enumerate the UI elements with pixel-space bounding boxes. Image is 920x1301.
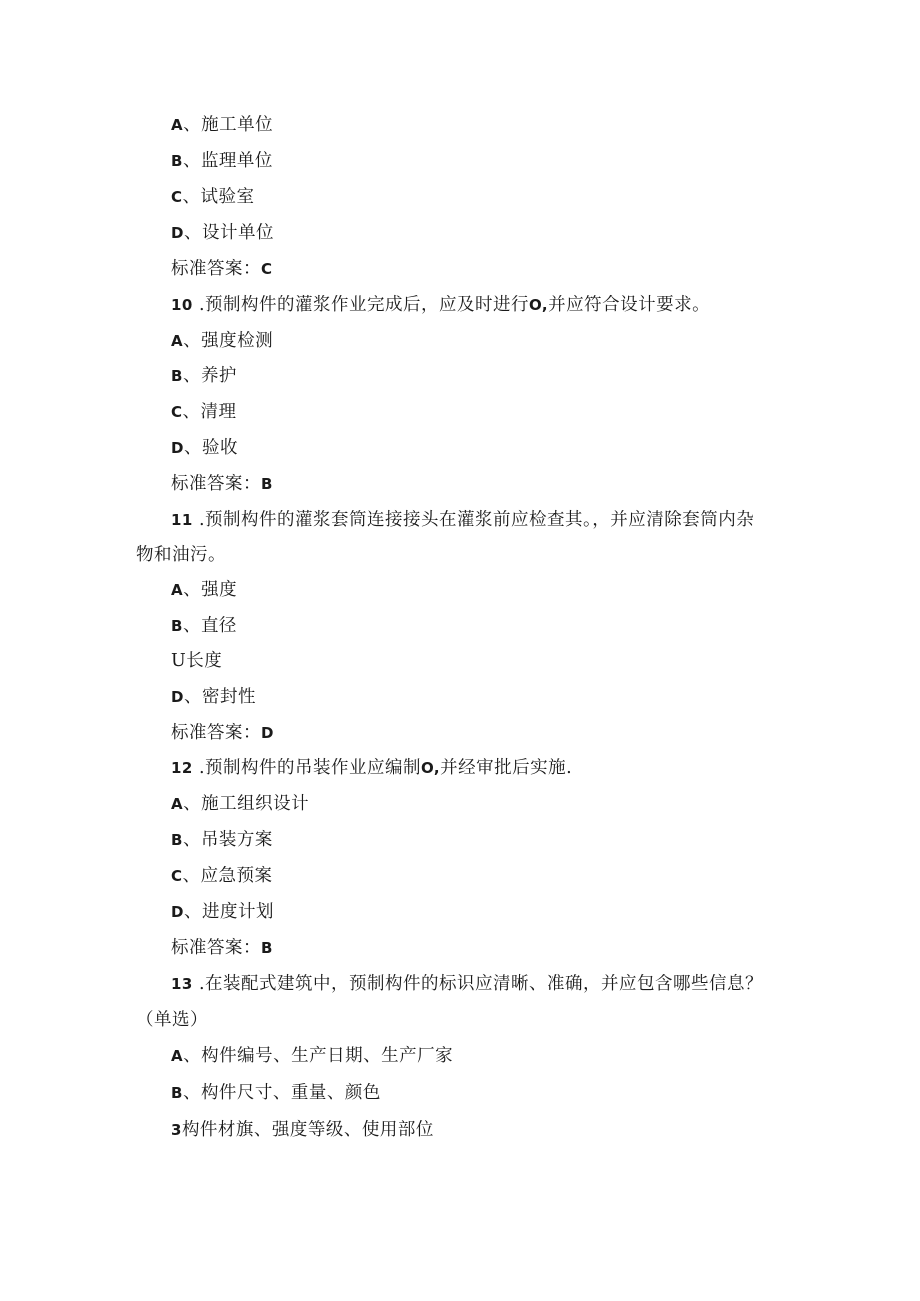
- option-c: C、清理: [171, 402, 237, 422]
- question-stem: 10 .预制构件的灌浆作业完成后，应及时进行O,并应符合设计要求。: [171, 295, 711, 315]
- question-stem: 13 .在装配式建筑中，预制构件的标识应清晰、准确，并应包含哪些信息？: [171, 974, 763, 994]
- option-d: D、进度计划: [171, 902, 274, 922]
- option-a: A、施工组织设计: [171, 794, 310, 814]
- option-c: C、应急预案: [171, 866, 273, 886]
- option-b: B、构件尺寸、重量、颜色: [171, 1083, 381, 1103]
- option-b: B、养护: [171, 366, 237, 386]
- question-stem-continuation: （单选）: [136, 1010, 208, 1030]
- answer-line: 标准答案：B: [171, 938, 273, 958]
- answer-line: 标准答案：C: [171, 259, 273, 279]
- option-a: A、构件编号、生产日期、生产厂家: [171, 1046, 454, 1066]
- option-a: A、强度检测: [171, 331, 274, 351]
- option-d: D、设计单位: [171, 223, 274, 243]
- option-b: B、吊装方案: [171, 830, 273, 850]
- option-b: B、直径: [171, 616, 237, 636]
- answer-line: 标准答案：D: [171, 723, 274, 743]
- option-d: D、验收: [171, 438, 238, 458]
- option-c: C、试验室: [171, 187, 255, 207]
- question-stem: 12 .预制构件的吊装作业应编制O,并经审批后实施.: [171, 758, 573, 778]
- question-stem-continuation: 物和油污。: [136, 545, 226, 565]
- option-a: A、强度: [171, 580, 238, 600]
- answer-line: 标准答案：B: [171, 474, 273, 494]
- option-a: A、施工单位: [171, 115, 274, 135]
- option-c: 3构件材旗、强度等级、使用部位: [171, 1120, 434, 1140]
- question-stem: 11 .预制构件的灌浆套筒连接接头在灌浆前应检查其。，并应清除套筒内杂: [171, 510, 755, 530]
- option-c: U长度: [171, 651, 223, 671]
- option-b: B、监理单位: [171, 151, 273, 171]
- option-d: D、密封性: [171, 687, 256, 707]
